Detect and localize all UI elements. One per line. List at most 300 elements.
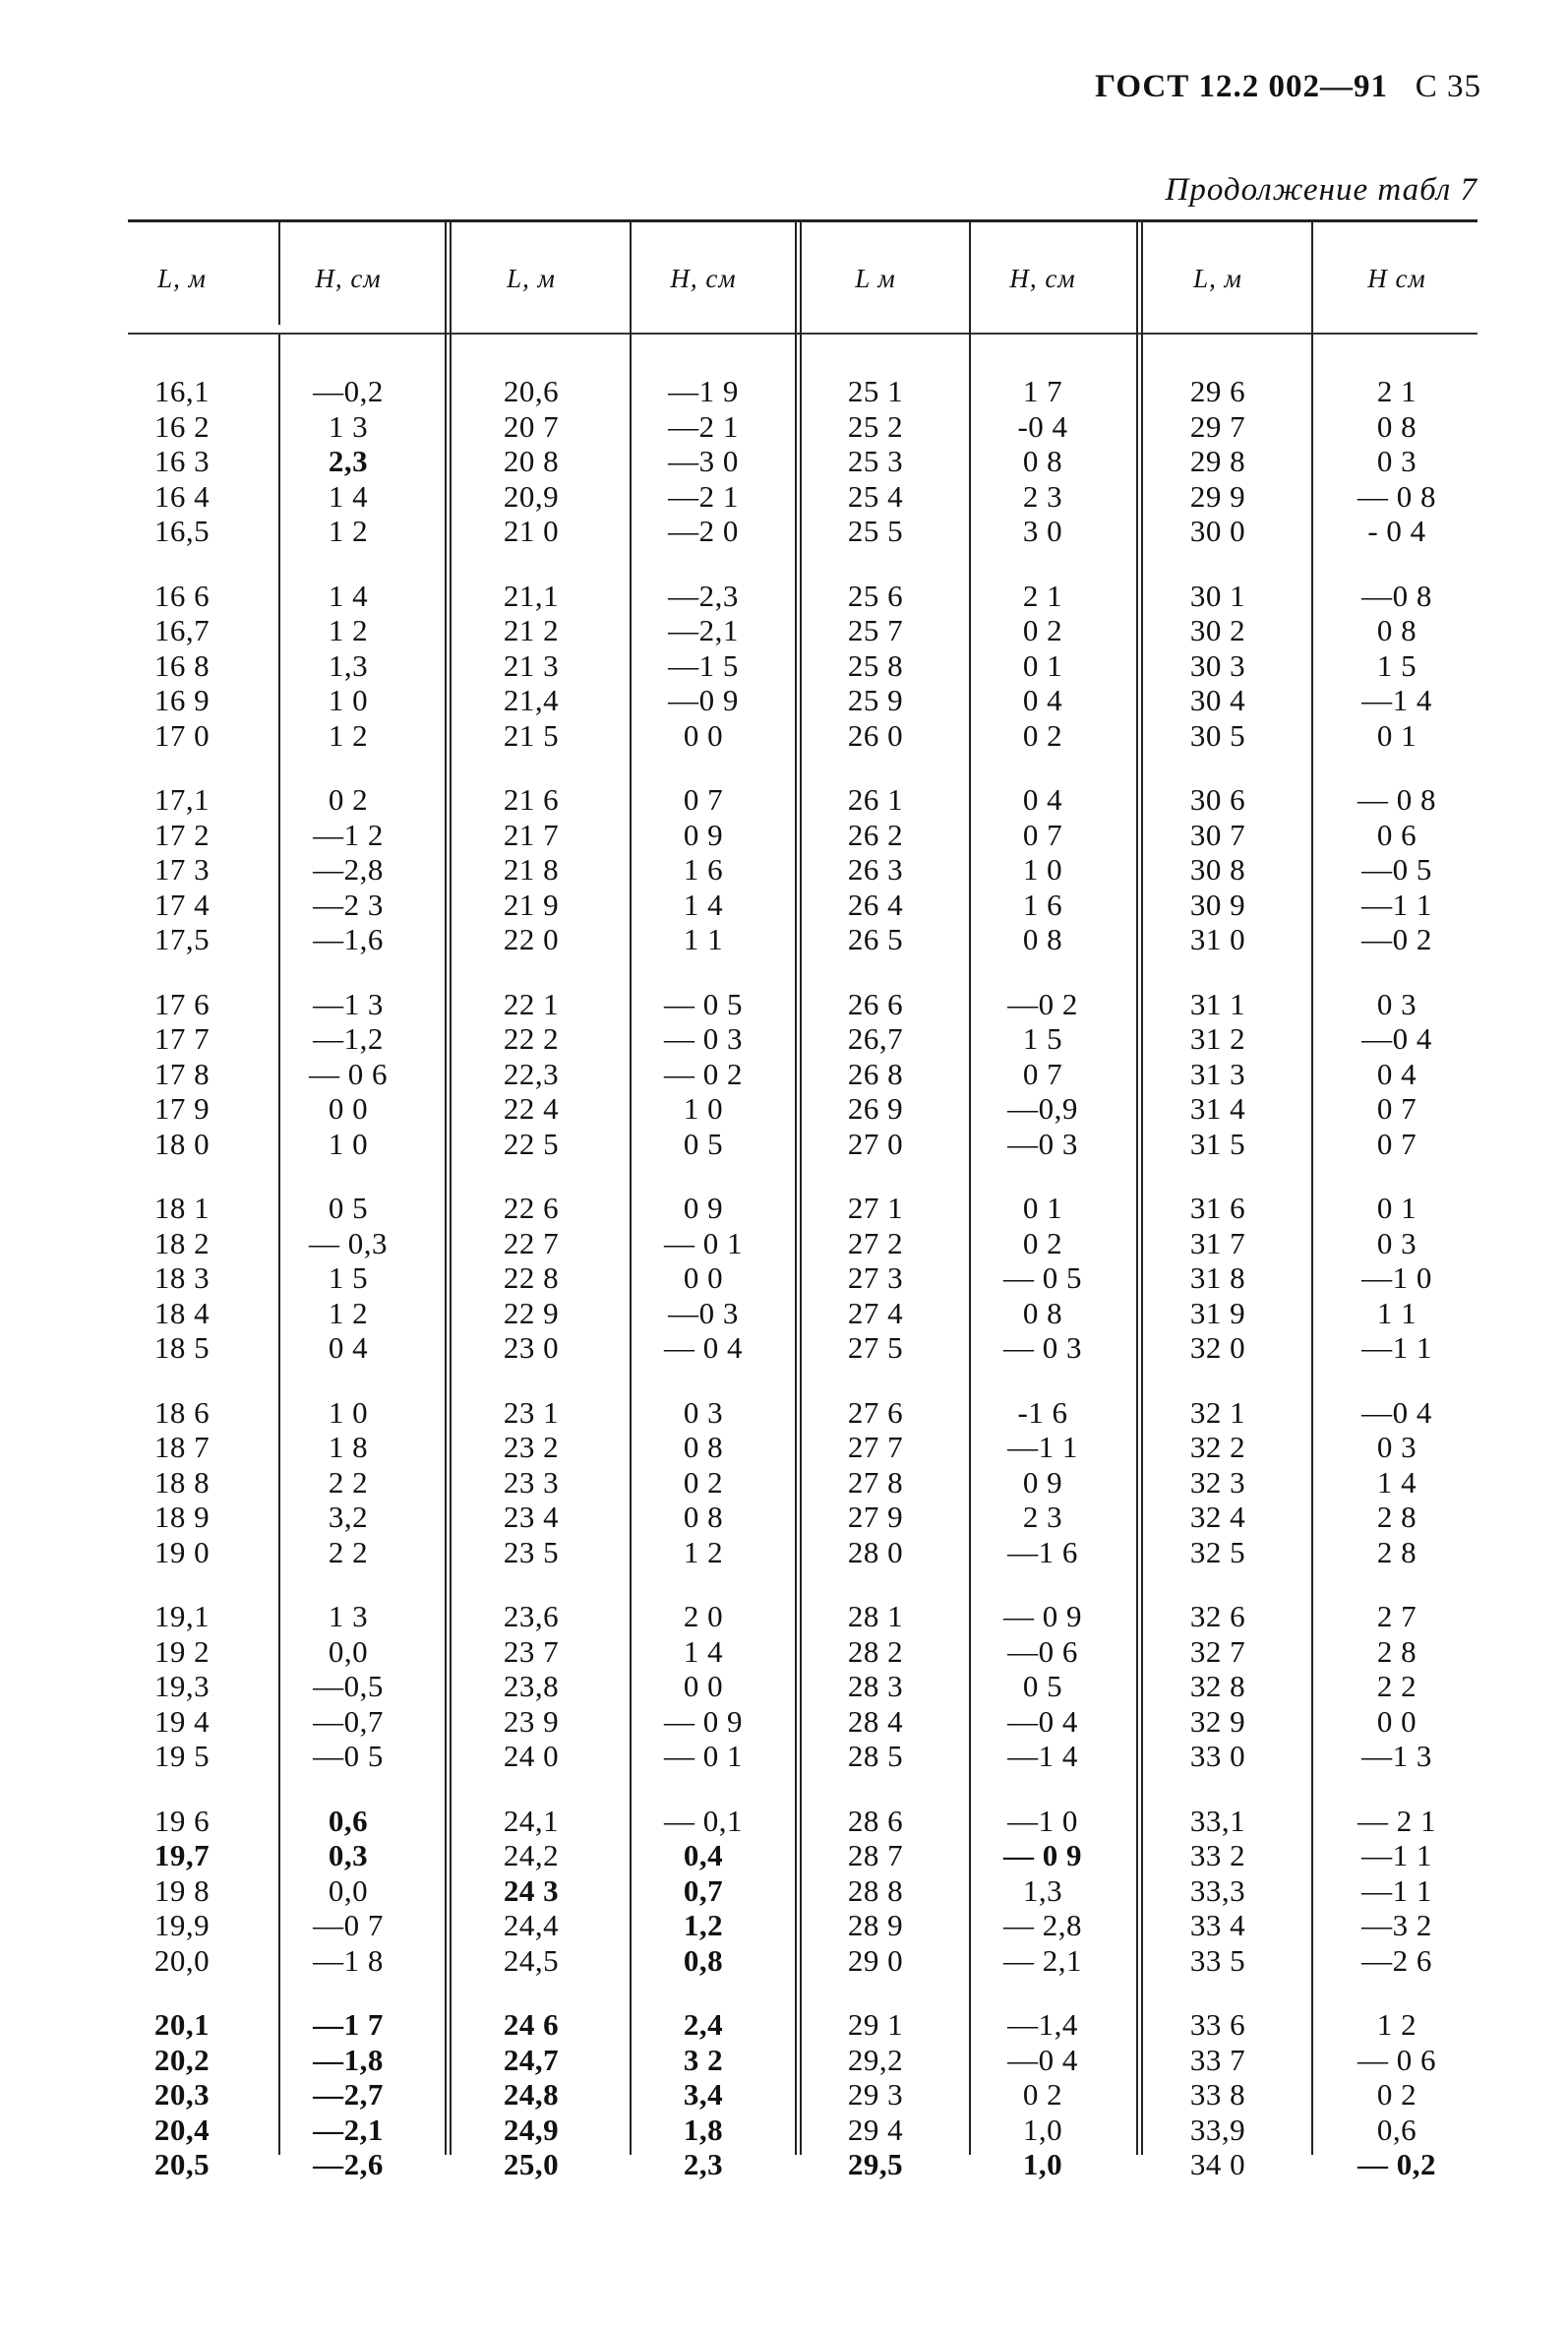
length-cell: 17 6 [153, 986, 211, 1021]
length-cell: 21 2 [503, 613, 560, 647]
column-divider [795, 222, 802, 2155]
length-cell: 33 4 [1189, 1908, 1246, 1942]
length-cell: 17 3 [153, 852, 211, 887]
length-cell: 31 9 [1189, 1295, 1246, 1330]
length-cell: 18 6 [153, 1394, 211, 1430]
length-cell: 23,8 [503, 1669, 560, 1703]
height-cell: 0 0 [328, 1091, 369, 1126]
length-cell: 33 6 [1189, 2007, 1246, 2042]
height-cell: 2 1 [1022, 578, 1063, 613]
height-cell: —2,6 [313, 2147, 384, 2181]
height-cell: —1 4 [1361, 683, 1432, 717]
height-cell: —0 3 [1007, 1126, 1078, 1161]
height-cell: — 0,3 [309, 1225, 388, 1260]
length-cell: 30 0 [1189, 514, 1246, 548]
height-cell: 2 8 [1376, 1633, 1417, 1669]
height-cell: 0 8 [1376, 613, 1417, 647]
length-cell: 17 4 [153, 887, 211, 922]
column-header: H см [1367, 264, 1426, 293]
length-cell: 30 9 [1189, 887, 1246, 922]
length-cell: 27 7 [847, 1430, 904, 1464]
height-cell: 0 3 [1376, 444, 1417, 478]
length-cell: 16 2 [153, 408, 211, 444]
length-cell: 16 6 [153, 578, 211, 613]
height-cell: 0 1 [1022, 1191, 1063, 1225]
height-cell: 1,3 [1022, 1872, 1063, 1908]
height-cell: 1,3 [328, 647, 369, 683]
height-cell: 0 5 [683, 1126, 724, 1161]
length-cell: 19 0 [153, 1534, 211, 1569]
height-cell: 0 1 [1376, 717, 1417, 753]
length-cell: 23 5 [503, 1534, 560, 1569]
height-cell: 0 4 [1022, 683, 1063, 717]
height-cell: 0,6 [328, 1803, 369, 1838]
height-cell: — 0 9 [664, 1703, 743, 1739]
length-cell: 21 8 [503, 852, 560, 887]
height-cell: —1 1 [1361, 1872, 1432, 1908]
height-cell: 0 0 [683, 717, 724, 753]
height-cell: —1 0 [1361, 1260, 1432, 1295]
length-cell: 33,3 [1189, 1872, 1246, 1908]
height-cell: —1 7 [313, 2007, 384, 2042]
height-cell: 1,0 [1022, 2147, 1063, 2181]
height-cell: 0,4 [683, 1838, 724, 1872]
height-cell: 0 0 [683, 1260, 724, 1295]
height-cell: 0 2 [1022, 717, 1063, 753]
length-cell: 28 8 [847, 1872, 904, 1908]
height-cell: 1 0 [328, 683, 369, 717]
length-cell: 18 9 [153, 1500, 211, 1534]
length-cell: 22 0 [503, 922, 560, 956]
column-header: H, см [1009, 264, 1076, 293]
height-cell: —0 4 [1007, 2042, 1078, 2077]
height-cell: — 0 1 [664, 1739, 743, 1773]
length-cell: 28 1 [847, 1599, 904, 1633]
height-cell: 0 3 [683, 1394, 724, 1430]
length-cell: 32 6 [1189, 1599, 1246, 1633]
length-cell: 28 2 [847, 1633, 904, 1669]
length-cell: 20 7 [503, 408, 560, 444]
height-cell: — 0,2 [1357, 2147, 1436, 2181]
length-cell: 24,1 [503, 1803, 560, 1838]
length-cell: 29 9 [1189, 478, 1246, 514]
length-cell: 24,2 [503, 1838, 560, 1872]
length-cell: 27 4 [847, 1295, 904, 1330]
length-cell: 16,7 [153, 613, 211, 647]
height-cell: —1 1 [1361, 887, 1432, 922]
length-cell: 27 2 [847, 1225, 904, 1260]
length-cell: 33 5 [1189, 1942, 1246, 1978]
length-cell: 27 1 [847, 1191, 904, 1225]
height-cell: 0 3 [1376, 1430, 1417, 1464]
height-cell: 1 4 [683, 887, 724, 922]
length-cell: 21 5 [503, 717, 560, 753]
height-cell: —3 0 [668, 444, 739, 478]
length-cell: 20,9 [503, 478, 560, 514]
length-cell: 33 8 [1189, 2077, 1246, 2112]
height-cell: 0,8 [683, 1942, 724, 1978]
height-cell: 2 8 [1376, 1534, 1417, 1569]
height-cell: 1 4 [328, 478, 369, 514]
length-cell: 25,0 [503, 2147, 560, 2181]
length-cell: 23 2 [503, 1430, 560, 1464]
length-cell: 27 5 [847, 1330, 904, 1365]
length-cell: 25 8 [847, 647, 904, 683]
length-cell: 26 2 [847, 817, 904, 852]
length-cell: 18 1 [153, 1191, 211, 1225]
height-cell: 1 0 [328, 1394, 369, 1430]
height-cell: 1 5 [1022, 1021, 1063, 1056]
height-cell: 0 9 [1022, 1464, 1063, 1500]
length-cell: 30 7 [1189, 817, 1246, 852]
length-cell: 24,5 [503, 1942, 560, 1978]
column-divider [445, 222, 452, 2155]
length-cell: 32 3 [1189, 1464, 1246, 1500]
length-cell: 28 7 [847, 1838, 904, 1872]
height-cell: 1 1 [1376, 1295, 1417, 1330]
length-cell: 19 6 [153, 1803, 211, 1838]
height-cell: — 0 8 [1357, 782, 1436, 817]
height-cell: 0 1 [1376, 1191, 1417, 1225]
length-cell: 28 6 [847, 1803, 904, 1838]
height-cell: — 0 8 [1357, 478, 1436, 514]
height-cell: — 0 5 [1003, 1260, 1082, 1295]
length-cell: 23 7 [503, 1633, 560, 1669]
height-cell: — 0 3 [1003, 1330, 1082, 1365]
table-header-rule [128, 333, 1478, 335]
length-cell: 32 0 [1189, 1330, 1246, 1365]
height-cell: 1 0 [328, 1126, 369, 1161]
column-divider [1311, 222, 1313, 2155]
length-cell: 31 2 [1189, 1021, 1246, 1056]
height-cell: 1 2 [328, 514, 369, 548]
height-cell: 0 8 [1376, 408, 1417, 444]
length-cell: 31 8 [1189, 1260, 1246, 1295]
length-cell: 22 5 [503, 1126, 560, 1161]
length-cell: 30 1 [1189, 578, 1246, 613]
length-cell: 29 1 [847, 2007, 904, 2042]
page-header [1095, 69, 1481, 105]
length-cell: 16,1 [153, 374, 211, 408]
height-cell: 0,0 [328, 1872, 369, 1908]
length-cell: 20,4 [153, 2112, 211, 2147]
table-top-rule [128, 219, 1478, 222]
height-cell: — 0 5 [664, 986, 743, 1021]
length-cell: 19,1 [153, 1599, 211, 1633]
length-cell: 20,1 [153, 2007, 211, 2042]
length-cell: 21 9 [503, 887, 560, 922]
length-cell: 26 0 [847, 717, 904, 753]
height-cell: 1 8 [328, 1430, 369, 1464]
height-cell: — 0 9 [1003, 1838, 1082, 1872]
length-cell: 24,4 [503, 1908, 560, 1942]
height-cell: —2 0 [668, 514, 739, 548]
length-cell: 33,1 [1189, 1803, 1246, 1838]
height-cell: 1 4 [683, 1633, 724, 1669]
length-cell: 29 7 [1189, 408, 1246, 444]
height-cell: —2,1 [668, 613, 739, 647]
length-cell: 24 0 [503, 1739, 560, 1773]
height-cell: 0,6 [1376, 2112, 1417, 2147]
height-cell: 0 9 [683, 1191, 724, 1225]
height-cell: 0,7 [683, 1872, 724, 1908]
length-cell: 23,6 [503, 1599, 560, 1633]
height-cell: -1 6 [1017, 1394, 1068, 1430]
height-cell: —0 6 [1007, 1633, 1078, 1669]
height-cell: 1,0 [1022, 2112, 1063, 2147]
height-cell: —2 3 [313, 887, 384, 922]
length-cell: 27 3 [847, 1260, 904, 1295]
height-cell: 2 7 [1376, 1599, 1417, 1633]
height-cell: 0 1 [1022, 647, 1063, 683]
length-cell: 21,1 [503, 578, 560, 613]
height-cell: 1 2 [328, 717, 369, 753]
height-cell: —0,2 [313, 374, 384, 408]
column-divider [1136, 222, 1143, 2155]
length-cell: 20 8 [503, 444, 560, 478]
length-cell: 19,7 [153, 1838, 211, 1872]
length-cell: 30 3 [1189, 647, 1246, 683]
height-cell: 1 0 [1022, 852, 1063, 887]
height-cell: —2 1 [668, 478, 739, 514]
length-cell: 32 9 [1189, 1703, 1246, 1739]
height-cell: —0 2 [1361, 922, 1432, 956]
height-cell: 2 0 [683, 1599, 724, 1633]
length-cell: 16 9 [153, 683, 211, 717]
height-cell: 1 2 [328, 613, 369, 647]
height-cell: 1 7 [1022, 374, 1063, 408]
height-cell: 0 9 [683, 817, 724, 852]
length-cell: 20,5 [153, 2147, 211, 2181]
height-cell: 0 2 [1376, 2077, 1417, 2112]
length-cell: 28 0 [847, 1534, 904, 1569]
height-cell: —2,3 [668, 578, 739, 613]
length-cell: 24,9 [503, 2112, 560, 2147]
column-header: H, см [315, 264, 382, 293]
height-cell: 0 0 [683, 1669, 724, 1703]
length-cell: 33,9 [1189, 2112, 1246, 2147]
height-cell: 1 0 [683, 1091, 724, 1126]
column-header: H, см [670, 264, 737, 293]
height-cell: 3,4 [683, 2077, 724, 2112]
height-cell: 0 7 [1022, 1056, 1063, 1091]
length-cell: 22 1 [503, 986, 560, 1021]
height-cell: —1 0 [1007, 1803, 1078, 1838]
height-cell: —0 5 [1361, 852, 1432, 887]
height-cell: 0 2 [1022, 613, 1063, 647]
length-cell: 22 4 [503, 1091, 560, 1126]
height-cell: —0,7 [313, 1703, 384, 1739]
length-cell: 21 7 [503, 817, 560, 852]
height-cell: 2 2 [1376, 1669, 1417, 1703]
length-cell: 22,3 [503, 1056, 560, 1091]
height-cell: — 0 1 [664, 1225, 743, 1260]
height-cell: —3 2 [1361, 1908, 1432, 1942]
length-cell: 25 6 [847, 578, 904, 613]
length-cell: 25 1 [847, 374, 904, 408]
length-cell: 17 9 [153, 1091, 211, 1126]
length-cell: 30 8 [1189, 852, 1246, 887]
height-cell: 0 2 [1022, 1225, 1063, 1260]
column-header: L, м [1193, 264, 1242, 293]
length-cell: 17,5 [153, 922, 211, 956]
height-cell: 1 1 [683, 922, 724, 956]
length-cell: 17,1 [153, 782, 211, 817]
height-cell: —0 4 [1007, 1703, 1078, 1739]
length-cell: 29,5 [847, 2147, 904, 2181]
length-cell: 23 0 [503, 1330, 560, 1365]
length-cell: 32 8 [1189, 1669, 1246, 1703]
length-cell: 23 1 [503, 1394, 560, 1430]
length-cell: 18 0 [153, 1126, 211, 1161]
table-continuation-caption: Продолжение табл 7 [1165, 172, 1478, 208]
height-cell: —1 1 [1361, 1330, 1432, 1365]
height-cell: 0 5 [1022, 1669, 1063, 1703]
height-cell: —1,2 [313, 1021, 384, 1056]
height-cell: —0 2 [1007, 986, 1078, 1021]
height-cell: — 0 9 [1003, 1599, 1082, 1633]
height-cell: 1 2 [683, 1534, 724, 1569]
length-cell: 25 5 [847, 514, 904, 548]
height-cell: — 0 3 [664, 1021, 743, 1056]
length-cell: 24 3 [503, 1872, 560, 1908]
height-cell: —2,8 [313, 852, 384, 887]
height-cell: 2 3 [1022, 1500, 1063, 1534]
length-cell: 33 0 [1189, 1739, 1246, 1773]
document-code: ГОСТ 12.2 002—91 [1095, 69, 1388, 104]
length-cell: 29 4 [847, 2112, 904, 2147]
height-cell: —1 9 [668, 374, 739, 408]
length-cell: 25 7 [847, 613, 904, 647]
height-cell: — 2 1 [1357, 1803, 1436, 1838]
length-cell: 20,3 [153, 2077, 211, 2112]
height-cell: 0 7 [1376, 1126, 1417, 1161]
length-cell: 22 2 [503, 1021, 560, 1056]
length-cell: 20,6 [503, 374, 560, 408]
length-cell: 18 8 [153, 1464, 211, 1500]
height-cell: — 0 6 [309, 1056, 388, 1091]
height-cell: 1 3 [328, 408, 369, 444]
height-cell: —1,4 [1007, 2007, 1078, 2042]
height-cell: 0 8 [1022, 444, 1063, 478]
length-cell: 26 6 [847, 986, 904, 1021]
length-cell: 27 9 [847, 1500, 904, 1534]
length-cell: 29,2 [847, 2042, 904, 2077]
height-cell: - 0 4 [1367, 514, 1426, 548]
length-cell: 25 9 [847, 683, 904, 717]
height-cell: 3 2 [683, 2042, 724, 2077]
height-cell: —1 4 [1007, 1739, 1078, 1773]
height-cell: 0 3 [1376, 1225, 1417, 1260]
length-cell: 32 2 [1189, 1430, 1246, 1464]
length-cell: 32 5 [1189, 1534, 1246, 1569]
length-cell: 16 4 [153, 478, 211, 514]
height-cell: —0,9 [1007, 1091, 1078, 1126]
length-cell: 18 5 [153, 1330, 211, 1365]
length-cell: 25 4 [847, 478, 904, 514]
height-cell: 2 2 [328, 1464, 369, 1500]
length-cell: 29 8 [1189, 444, 1246, 478]
height-cell: — 0,1 [664, 1803, 743, 1838]
column-header: L, м [507, 264, 556, 293]
height-cell: 2,3 [683, 2147, 724, 2181]
height-cell: 1 6 [1022, 887, 1063, 922]
length-cell: 16,5 [153, 514, 211, 548]
height-cell: —1,6 [313, 922, 384, 956]
length-cell: 17 7 [153, 1021, 211, 1056]
length-cell: 31 1 [1189, 986, 1246, 1021]
height-cell: —0,5 [313, 1669, 384, 1703]
height-cell: —0 7 [313, 1908, 384, 1942]
height-cell: —1 1 [1361, 1838, 1432, 1872]
height-cell: 1 2 [1376, 2007, 1417, 2042]
length-cell: 19 8 [153, 1872, 211, 1908]
length-cell: 22 7 [503, 1225, 560, 1260]
length-cell: 23 9 [503, 1703, 560, 1739]
length-cell: 28 4 [847, 1703, 904, 1739]
length-cell: 19 2 [153, 1633, 211, 1669]
height-cell: 0 8 [683, 1500, 724, 1534]
height-cell: 1 4 [1376, 1464, 1417, 1500]
height-cell: — 2,8 [1003, 1908, 1082, 1942]
height-cell: 0 2 [328, 782, 369, 817]
length-cell: 16 3 [153, 444, 211, 478]
height-cell: —2 6 [1361, 1942, 1432, 1978]
length-cell: 26 1 [847, 782, 904, 817]
height-cell: 1 3 [328, 1599, 369, 1633]
length-cell: 29 6 [1189, 374, 1246, 408]
height-cell: 0 0 [1376, 1703, 1417, 1739]
height-cell: 0 4 [328, 1330, 369, 1365]
height-cell: —0 4 [1361, 1021, 1432, 1056]
length-cell: 28 3 [847, 1669, 904, 1703]
column-header: L, м [157, 264, 207, 293]
length-cell: 27 6 [847, 1394, 904, 1430]
height-cell: 2 2 [328, 1534, 369, 1569]
length-cell: 32 4 [1189, 1500, 1246, 1534]
length-cell: 33 7 [1189, 2042, 1246, 2077]
length-cell: 26 4 [847, 887, 904, 922]
height-cell: 0 7 [1376, 1091, 1417, 1126]
length-cell: 31 5 [1189, 1126, 1246, 1161]
length-cell: 31 0 [1189, 922, 1246, 956]
length-cell: 31 6 [1189, 1191, 1246, 1225]
height-cell: —0 8 [1361, 578, 1432, 613]
length-cell: 17 0 [153, 717, 211, 753]
height-cell: —1 3 [1361, 1739, 1432, 1773]
length-cell: 30 4 [1189, 683, 1246, 717]
length-cell: 19,9 [153, 1908, 211, 1942]
height-cell: 1,2 [683, 1908, 724, 1942]
length-cell: 16 8 [153, 647, 211, 683]
height-cell: 0 5 [328, 1191, 369, 1225]
length-cell: 21 0 [503, 514, 560, 548]
length-cell: 27 0 [847, 1126, 904, 1161]
length-cell: 32 1 [1189, 1394, 1246, 1430]
height-cell: — 2,1 [1003, 1942, 1082, 1978]
height-cell: —2,1 [313, 2112, 384, 2147]
height-cell: -0 4 [1017, 408, 1068, 444]
height-cell: 0 2 [683, 1464, 724, 1500]
height-cell: 2 1 [1376, 374, 1417, 408]
length-cell: 31 7 [1189, 1225, 1246, 1260]
height-cell: —2,7 [313, 2077, 384, 2112]
height-cell: —1 1 [1007, 1430, 1078, 1464]
height-cell: — 0 4 [664, 1330, 743, 1365]
height-cell: —1 2 [313, 817, 384, 852]
length-cell: 30 6 [1189, 782, 1246, 817]
page-number: С 35 [1415, 69, 1481, 104]
